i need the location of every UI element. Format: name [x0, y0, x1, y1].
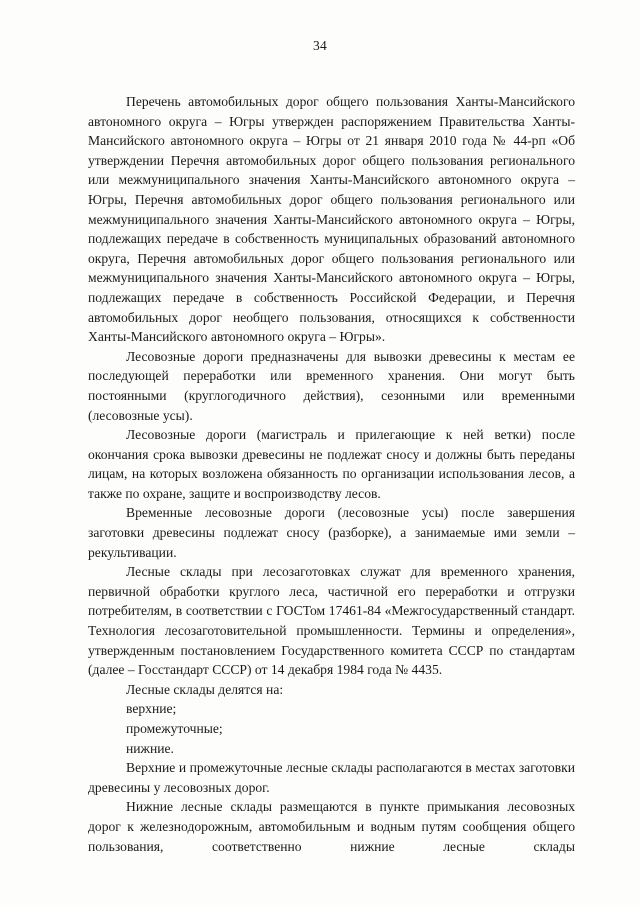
- page-number: 34: [313, 38, 327, 53]
- list-item-lower: нижние.: [126, 740, 174, 756]
- paragraph-temporary-roads: Временные лесовозные дороги (лесовозные усы) после завершения заготовки древесины подлежат сносу (разборке), а занимаемые ими земли – рекультивации.: [88, 505, 575, 560]
- paragraph-logging-roads: Лесовозные дороги предназначены для вывозки древесины к местам ее последующей переработки или временного хранения. Они могут быть постоянными (круглогодичного действия), сезонными или временными (лесовозные усы).: [88, 348, 575, 423]
- paragraph-upper-yards: Верхние и промежуточные лесные склады располагаются в местах заготовки древесины у лесовозных дорог.: [88, 760, 575, 795]
- paragraph-timber-yards: Лесные склады при лесозаготовках служат для временного хранения, первичной обработки круглого леса, частичной его переработки и отгрузки потребителям, в соответствии с ГОСТом 17461-84 «Межгосударственный стандарт. Технология лесозаготовительной промышленности. Термины и определения», утвержденным постановлением Государственного комитета СССР по стандартам (далее – Госстандарт СССР) от 14 декабря 1984 года № 4435.: [88, 564, 575, 678]
- list-item-intermediate: промежуточные;: [126, 721, 223, 736]
- paragraph-main-roads: Лесовозные дороги (магистраль и прилегающие к ней ветки) после окончания срока вывозки древесины не подлежат сносу и должны быть переданы лицам, на которых возложена обязанность по организации использования лесов, а также по охране, защите и воспроизводству лесов.: [88, 427, 575, 501]
- paragraph-road-list: Перечень автомобильных дорог общего пользования Ханты-Мансийского автономного округа – Югры утвержден распоряжением Правительства Ханты-Мансийского автономного округа – Югры от 21 января 2010 года № 44-рп «Об утверждении Перечня автомобильных дорог общего пользования регионального или межмуниципального значения Ханты-Мансийского автономного округа – Югры, Перечня автомобильных дорог общего пользования регионального или межмуниципального значения Ханты-Мансийского автономного округа – Югры, подлежащих передаче в собственность муниципальных образований автономного округа, Перечня автомобильных дорог общего пользования регионального или межмуниципального значения Ханты-Мансийского автономного округа – Югры, подлежащих передаче в собственность Российской Федерации, и Перечня автомобильных дорог необщего пользования, относящихся к собственности Ханты-Мансийского автономного округа – Югры».: [88, 94, 575, 345]
- paragraph-yard-types-intro: Лесные склады делятся на:: [126, 681, 284, 697]
- paragraph-lower-yards: Нижние лесные склады размещаются в пункте примыкания лесовозных дорог к железнодорожным, автомобильным и водным путям сообщения общего пользования, соответственно нижние лесные склады: [88, 799, 575, 854]
- document-body: [88, 92, 575, 856]
- list-item-upper: верхние;: [126, 701, 177, 717]
